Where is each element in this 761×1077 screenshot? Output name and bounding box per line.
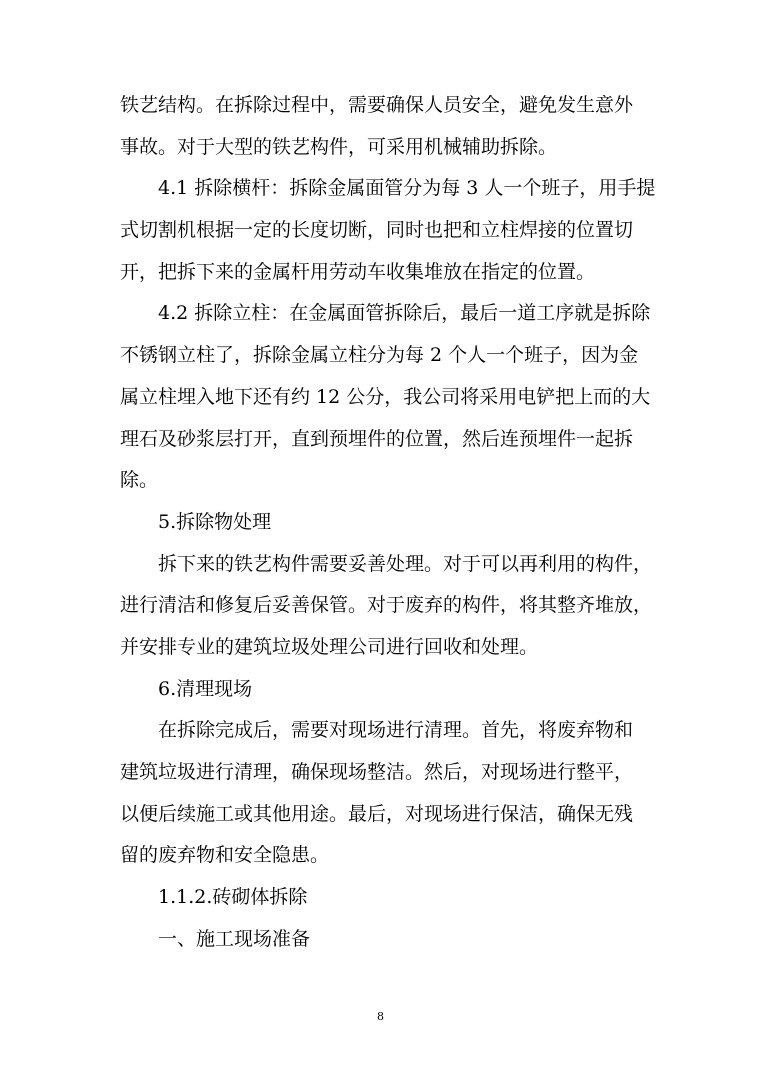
text-line: 属立柱埋入地下还有约 12 公分，我公司将采用电铲把上而的大 [120, 385, 651, 408]
text-line: 除。 [120, 469, 159, 492]
text-line: 铁艺结构。在拆除过程中，需要确保人员安全，避免发生意外 [120, 94, 634, 116]
text-line: 式切割机根据一定的长度切断，同时也把和立柱焊接的位置切 [120, 219, 634, 242]
document-body [120, 85, 656, 960]
text-line: 理石及砂浆层打开，直到预埋件的位置，然后连预埋件一起拆 [120, 427, 634, 450]
text-line: 以便后续施工或其他用途。最后，对现场进行保洁，确保无残 [120, 802, 634, 825]
text-line: 一、施工现场准备 [158, 927, 311, 950]
text-line: 1.1.2.砖砌体拆除 [158, 886, 308, 909]
text-line: 不锈钢立柱了，拆除金属立柱分为每 2 个人一个班子，因为金 [120, 344, 639, 367]
text-line: 5.拆除物处理 [158, 510, 272, 533]
text-line: 事故。对于大型的铁艺构件，可采用机械辅助拆除。 [120, 135, 558, 158]
text-line: 开，把拆下来的金属杆用劳动车收集堆放在指定的位置。 [120, 260, 596, 283]
text-line: 4.2 拆除立柱：在金属面管拆除后，最后一道工序就是拆除 [158, 302, 651, 325]
text-line: 并安排专业的建筑垃圾处理公司进行回收和处理。 [120, 635, 539, 658]
page-number: 8 [377, 1010, 384, 1023]
text-line: 4.1 拆除横杆：拆除金属面管分为每 3 人一个班子，用手提 [158, 177, 656, 200]
text-line: 6.清理现场 [158, 677, 253, 700]
text-line: 留的废弃物和安全隐患。 [120, 844, 330, 867]
text-line: 在拆除完成后，需要对现场进行清理。首先，将废弃物和 [158, 719, 634, 742]
text-line: 拆下来的铁艺构件需要妥善处理。对于可以再利用的构件， [158, 552, 653, 575]
text-line: 进行清洁和修复后妥善保管。对于废弃的构件，将其整齐堆放， [120, 594, 653, 617]
text-line: 建筑垃圾进行清理，确保现场整洁。然后，对现场进行整平， [120, 761, 634, 783]
